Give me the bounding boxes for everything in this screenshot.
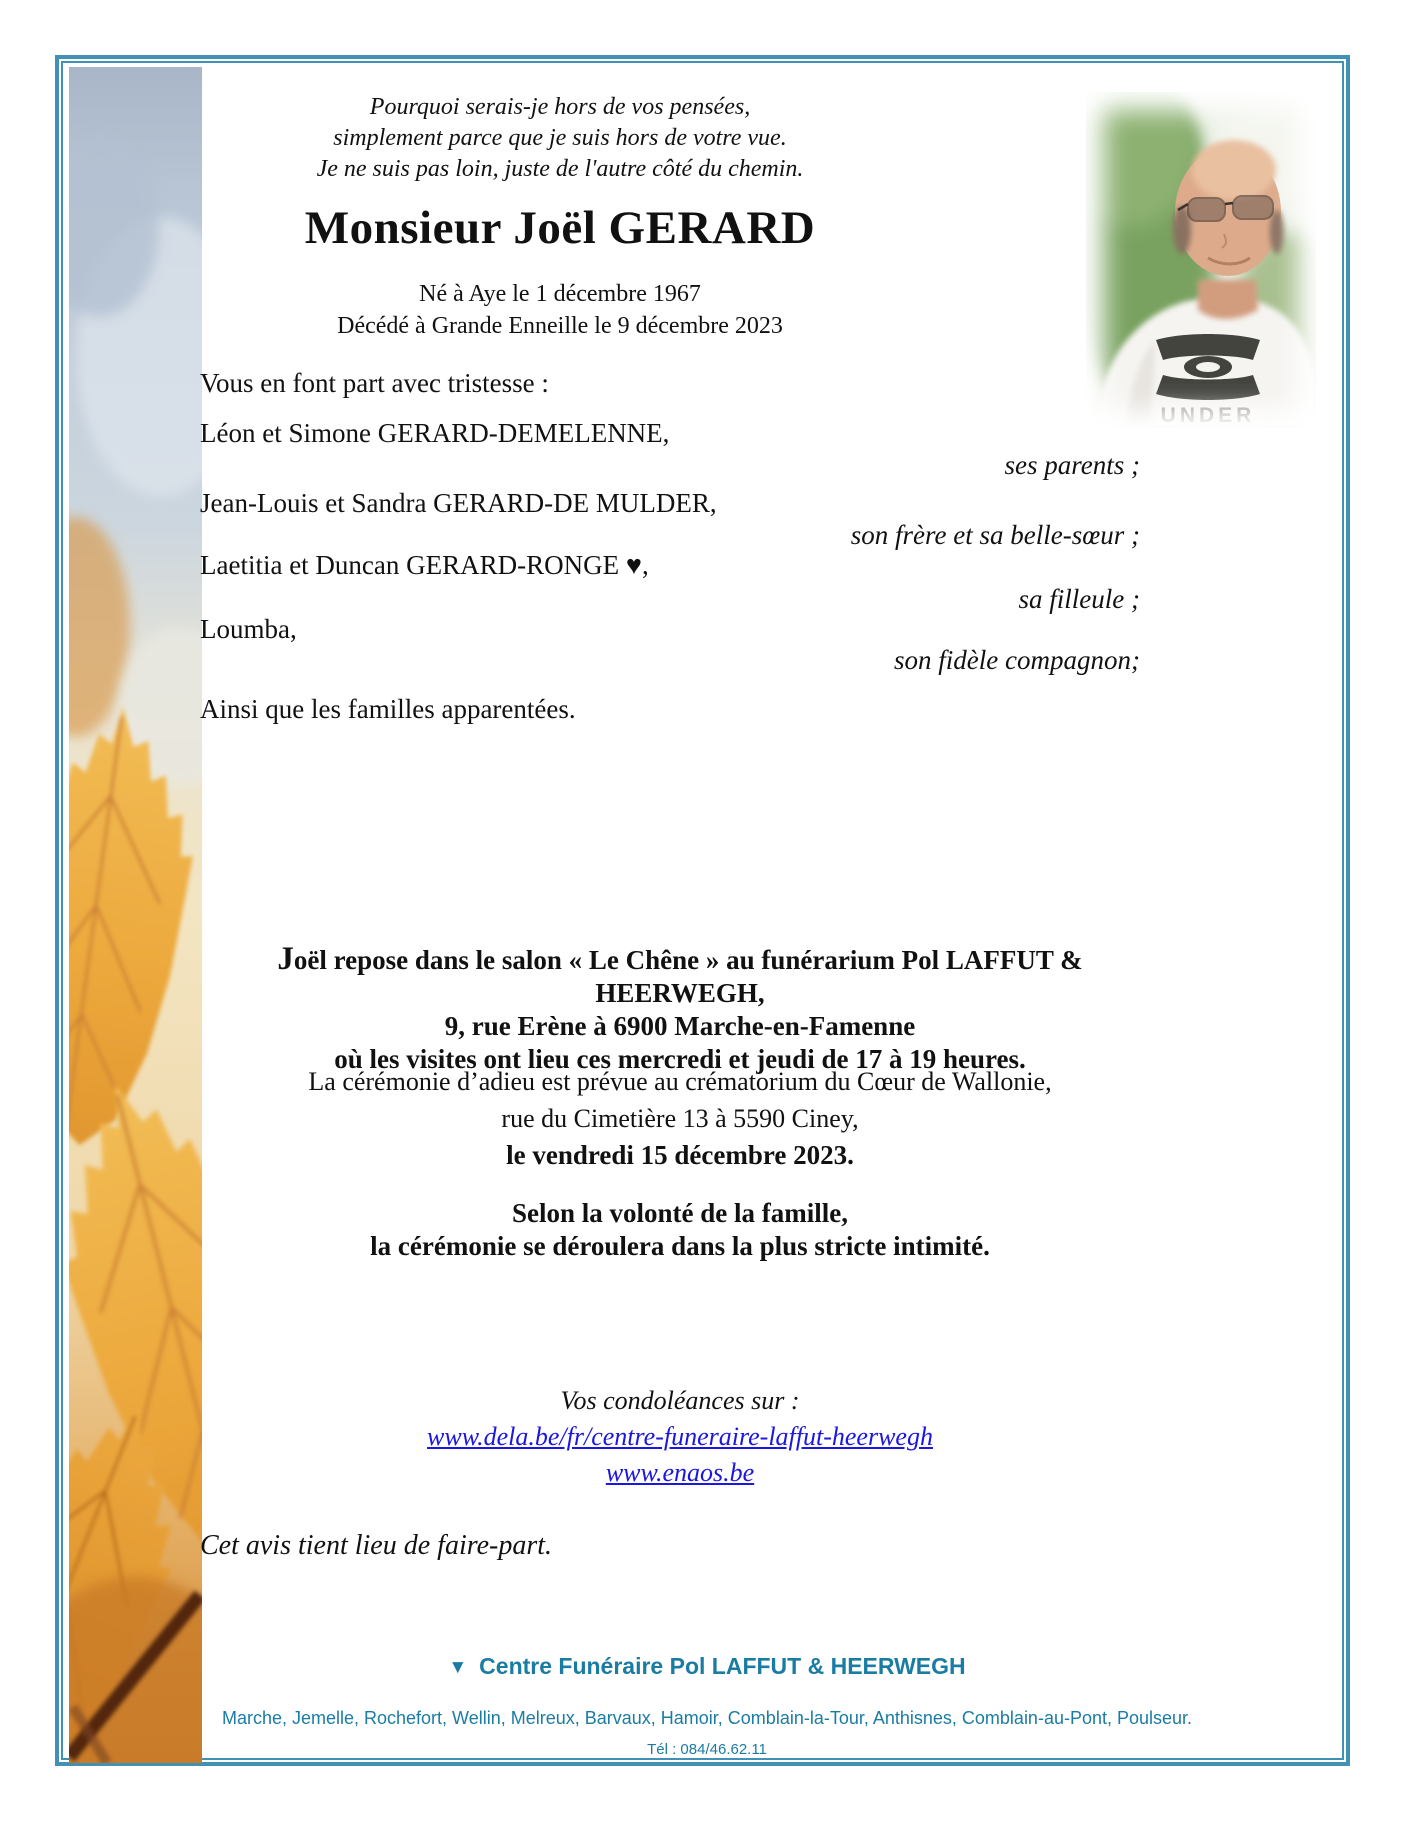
family-names: Loumba, [200, 614, 297, 644]
triangle-logo-icon: ▼ [448, 1657, 468, 1678]
funeral-home-towns: Marche, Jemelle, Rochefort, Wellin, Melreux, Barvaux, Hamoir, Comblain-la-Tour, Anthisnes, Comblain-au-Pont, Poulseur. [221, 1708, 1193, 1728]
family-relation: ses parents ; [1004, 450, 1140, 480]
svg-text:UNDER: UNDER [1160, 404, 1256, 427]
funeral-home-footer [56, 1652, 1358, 1760]
family-closing: Ainsi que les familles apparentées. [200, 694, 576, 724]
poem-line: Pourquoi serais-je hors de vos pensées, [369, 94, 751, 120]
autumn-leaves-illustration [69, 67, 202, 1763]
birth-line: Né à Aye le 1 décembre 1967 [419, 281, 701, 307]
opening-poem [200, 92, 920, 185]
family-names: Léon et Simone GERARD-DEMELENNE, [200, 418, 670, 448]
deceased-name-title: Monsieur Joël GERARD [304, 202, 816, 254]
life-dates [200, 278, 920, 342]
condolences-section [200, 1383, 1160, 1491]
ceremony-info [200, 1063, 1160, 1174]
family-announcement [200, 368, 1140, 748]
poem-line: simplement parce que je suis hors de votre vue. [333, 125, 787, 151]
heart-icon: ♥, [625, 550, 649, 580]
repose-line: 9, rue Erène à 6900 Marche-en-Famenne [444, 1011, 916, 1041]
ceremony-date: le vendredi 15 décembre 2023. [506, 1140, 854, 1170]
death-line: Décédé à Grande Enneille le 9 décembre 2023 [337, 313, 783, 339]
condolences-link-dela[interactable]: www.dela.be/fr/centre-funeraire-laffut-heerwegh [427, 1422, 933, 1451]
funeral-home-phone: Tél : 084/46.62.11 [647, 1741, 767, 1758]
family-relation: son frère et sa belle-sœur ; [850, 520, 1140, 550]
wish-line: Selon la volonté de la famille, [512, 1198, 848, 1228]
repose-info [200, 943, 1160, 1076]
faire-part-notice: Cet avis tient lieu de faire-part. [200, 1530, 553, 1561]
ceremony-line: La cérémonie d’adieu est prévue au crématorium du Cœur de Wallonie, [308, 1067, 1052, 1096]
family-names: Jean-Louis et Sandra GERARD-DE MULDER, [200, 488, 717, 518]
funeral-home-name: ▼ Centre Funéraire Pol LAFFUT & HEERWEGH [448, 1653, 966, 1679]
announcement-intro: Vous en font part avec tristesse : [200, 368, 549, 398]
family-names: Laetitia et Duncan GERARD-RONGE ♥, [200, 550, 649, 580]
ceremony-line: rue du Cimetière 13 à 5590 Ciney, [501, 1104, 859, 1133]
family-relation: son fidèle compagnon; [894, 645, 1140, 675]
wish-line: la cérémonie se déroulera dans la plus stricte intimité. [370, 1231, 990, 1261]
condolences-intro: Vos condoléances sur : [560, 1386, 800, 1415]
family-relation: sa filleule ; [1018, 584, 1140, 614]
family-wish [200, 1197, 1160, 1263]
repose-line: Joël repose dans le salon « Le Chêne » au funérarium Pol LAFFUT & HEERWEGH, [277, 941, 1083, 1008]
repose-line: où les visites ont lieu ces mercredi et jeudi de 17 à 19 heures. [334, 1044, 1026, 1074]
poem-line: Je ne suis pas loin, juste de l'autre côté du chemin. [316, 156, 804, 182]
condolences-link-enaos[interactable]: www.enaos.be [605, 1458, 755, 1487]
autumn-leaves-photo [69, 67, 202, 1763]
